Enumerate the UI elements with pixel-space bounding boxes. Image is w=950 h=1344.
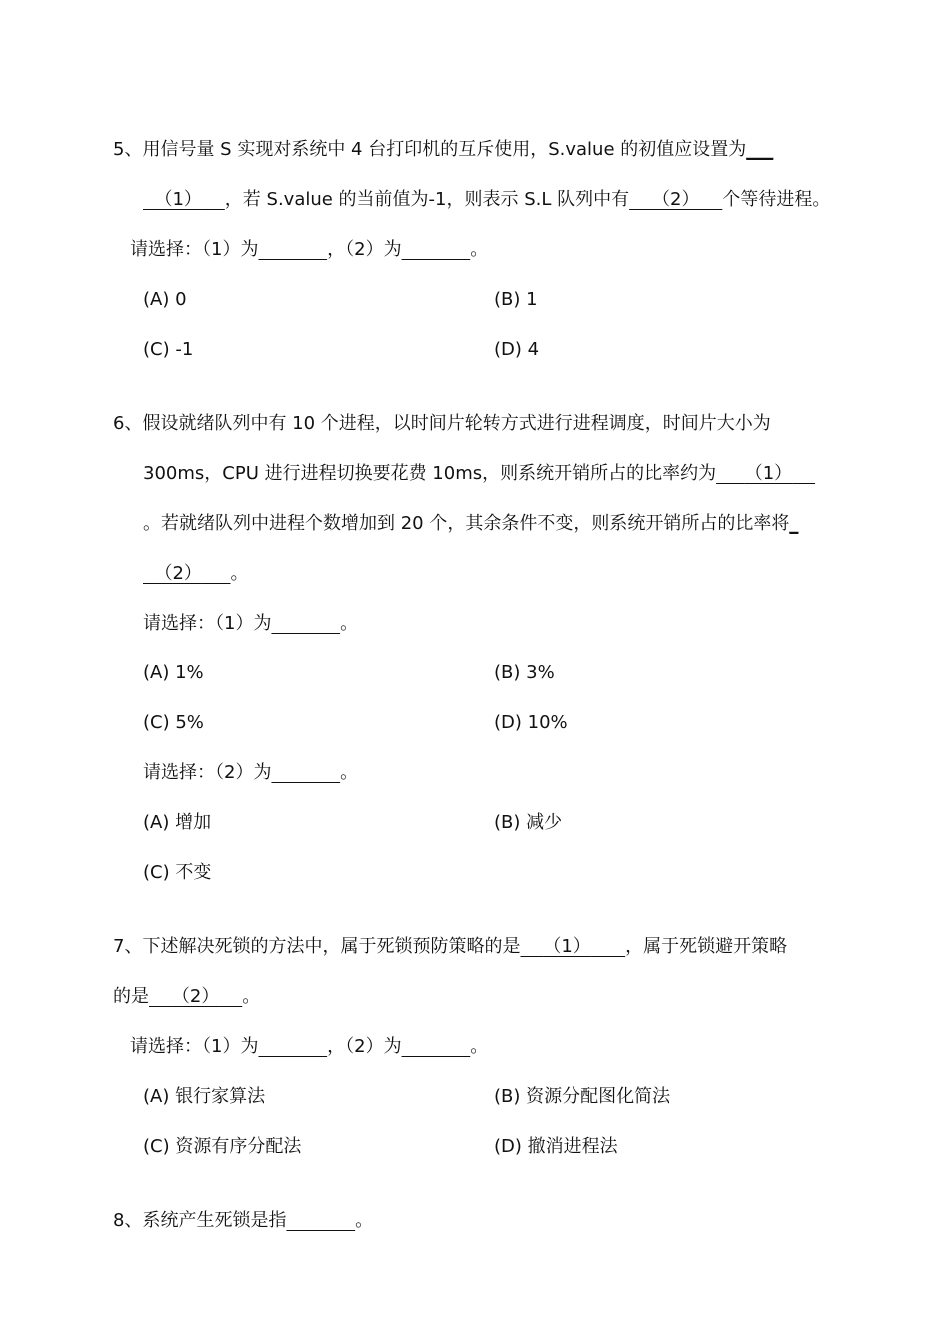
q8-answer-blank [286,1210,355,1231]
q5-answer-blank-2 [402,239,471,260]
q6-prompt1-text: 请选择：（1）为 [143,613,272,634]
q6-answer-blank-2 [271,762,340,783]
q5-prompt [130,237,488,263]
q5-blank1 [143,189,225,210]
q6-stem-text-3: 。若就绪队列中进程个数增加到 20 个，其余条件不变，则系统开销所占的比率将 [143,513,790,534]
q8-stem-end: 。 [355,1210,374,1231]
q6-answer-blank-1 [271,613,340,634]
q8-line1 [113,1208,373,1234]
q5-option-d: (D) 4 [494,339,540,360]
q7-blank1-label: （1） [543,936,591,957]
q7-option-a: (A) 银行家算法 [143,1086,266,1107]
q7-prompt-2: ，（2）为 [327,1036,402,1057]
q6-blank1-label: （1） [744,463,793,484]
q7-prompt [130,1034,488,1060]
q5-blank2 [629,189,722,210]
q6-blank-start: _ [789,513,799,534]
q6-option1-a: (A) 1% [143,662,204,683]
q6-prompt2-end: 。 [340,762,359,783]
q6-blank1 [716,463,815,484]
q6-prompt1 [143,611,358,637]
q6-option1-c: (C) 5% [143,712,204,733]
q7-prompt-1: 请选择：（1）为 [130,1036,259,1057]
q8-stem-text: 8、系统产生死锁是指 [113,1210,287,1231]
q6-option1-b: (B) 3% [494,662,555,683]
q6-blank2 [143,563,231,584]
q7-option-b: (B) 资源分配图化简法 [494,1086,671,1107]
q6-line1: 6、假设就绪队列中有 10 个进程，以时间片轮转方式进行进程调度，时间片大小为 [113,413,771,434]
q7-option-d: (D) 撤消进程法 [494,1136,618,1157]
q6-line2 [143,461,815,487]
q6-prompt1-end: 。 [340,613,359,634]
q7-blank1 [520,936,625,957]
q7-stem-text: 7、下述解决死锁的方法中，属于死锁预防策略的是 [113,936,521,957]
q7-line1 [113,934,787,960]
q7-stem-end: 。 [242,986,261,1007]
q6-line3 [143,511,798,537]
q5-answer-blank-1 [258,239,327,260]
q5-stem-text-2: ，若 S.value 的当前值为-1，则表示 S.L 队列中有 [224,189,630,210]
q7-answer-blank-1 [258,1036,327,1057]
q5-option-c: (C) -1 [143,339,194,360]
q7-blank2 [149,986,242,1007]
q5-blank1-label: （1） [154,189,202,210]
q6-option2-b: (B) 减少 [494,812,563,833]
q7-stem-text-3: 的是 [113,986,149,1007]
q5-prompt-end: 。 [470,239,489,260]
q7-answer-blank-2 [402,1036,471,1057]
q5-blank2-label: （2） [652,189,700,210]
q5-prompt-2: ，（2）为 [327,239,402,260]
q6-option1-d: (D) 10% [494,712,568,733]
q6-blank2-label: （2） [154,563,202,584]
q5-line2 [143,187,830,213]
q5-stem-text: 5、用信号量 S 实现对系统中 4 台打印机的互斥使用，S.value 的初值应设置为 [113,139,747,160]
q5-option-a: (A) 0 [143,289,187,310]
q5-option-b: (B) 1 [494,289,538,310]
q6-option2-a: (A) 增加 [143,812,212,833]
q5-prompt-1: 请选择：（1）为 [130,239,259,260]
q5-stem-text-3: 个等待进程。 [722,189,831,210]
q7-stem-text-2: ，属于死锁避开策略 [625,936,788,957]
q5-blank-start: ___ [746,139,774,160]
q7-blank2-label: （2） [171,986,220,1007]
q6-option2-c: (C) 不变 [143,862,212,883]
q5-line1 [113,137,773,163]
q6-line4 [143,561,249,587]
q6-stem-text-2: 300ms，CPU 进行进程切换要花费 10ms，则系统开销所占的比率约为 [143,463,717,484]
q6-prompt2-text: 请选择：（2）为 [143,762,272,783]
q7-prompt-end: 。 [470,1036,489,1057]
q7-option-c: (C) 资源有序分配法 [143,1136,302,1157]
q6-stem-end: 。 [230,563,249,584]
q7-line2 [113,984,260,1010]
q6-prompt2 [143,760,358,786]
